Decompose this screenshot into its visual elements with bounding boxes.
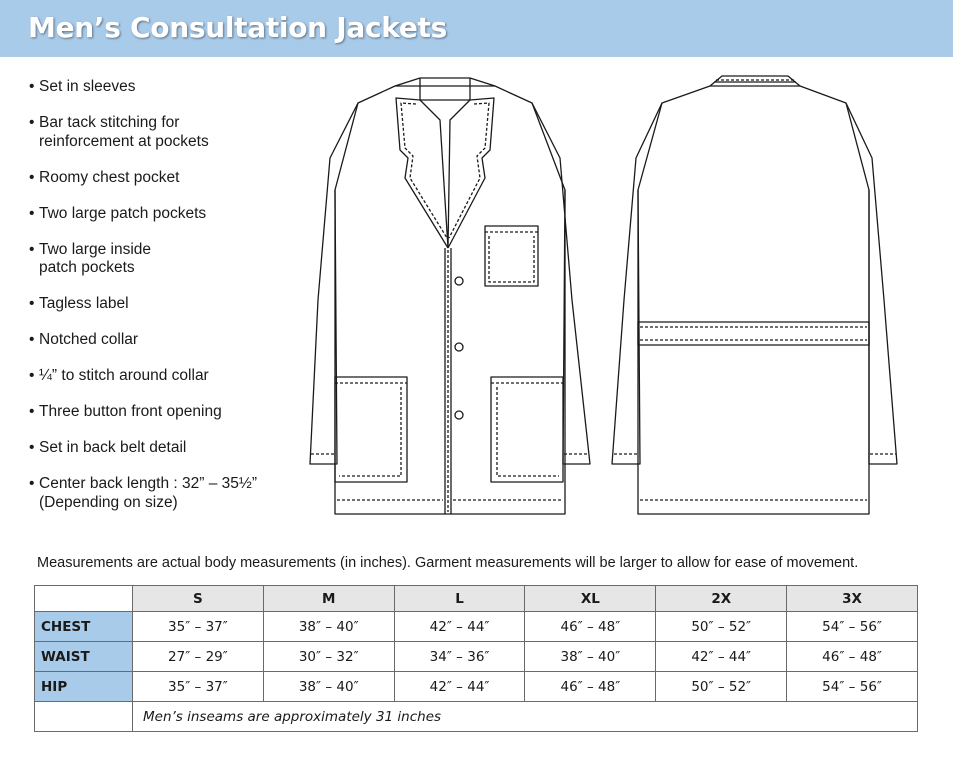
table-cell: 50″ – 52″ <box>656 612 787 642</box>
feature-item: • ¼” to stitch around collar <box>29 367 319 386</box>
table-cell: 38″ – 40″ <box>263 672 394 702</box>
chest-pocket <box>485 226 538 286</box>
jacket-back-illustration <box>612 76 897 514</box>
front-button <box>455 277 463 285</box>
table-cell: 54″ – 56″ <box>787 672 918 702</box>
table-cell: 42″ – 44″ <box>394 672 525 702</box>
feature-list <box>29 78 319 530</box>
table-cell: 46″ – 48″ <box>787 642 918 672</box>
back-body-outline <box>638 86 869 514</box>
table-cell: 42″ – 44″ <box>394 612 525 642</box>
front-collar <box>395 78 495 100</box>
table-cell: 50″ – 52″ <box>656 672 787 702</box>
size-header-row <box>35 586 918 612</box>
front-right-lapel-stitch <box>449 103 489 238</box>
table-cell: 30″ – 32″ <box>263 642 394 672</box>
back-belt <box>638 322 869 345</box>
table-row <box>35 612 918 642</box>
feature-item: • Bar tack stitching for reinforcement at pockets <box>29 114 319 151</box>
table-cell: 35″ – 37″ <box>133 672 264 702</box>
front-button <box>455 411 463 419</box>
table-cell: 38″ – 40″ <box>525 642 656 672</box>
row-header-hip: HIP <box>35 672 133 702</box>
table-cell: 46″ – 48″ <box>525 672 656 702</box>
row-header-chest: CHEST <box>35 612 133 642</box>
measurement-note: Measurements are actual body measurements (in inches). Garment measurements will be larger to allow for ease of movement. <box>37 555 859 571</box>
feature-item: • Set in back belt detail <box>29 439 319 458</box>
size-column-header: XL <box>525 586 656 612</box>
footnote-blank-cell <box>35 702 133 732</box>
front-button <box>455 343 463 351</box>
front-right-sleeve <box>532 103 590 464</box>
table-cell: 54″ – 56″ <box>787 612 918 642</box>
size-column-header: 3X <box>787 586 918 612</box>
table-cell: 38″ – 40″ <box>263 612 394 642</box>
back-right-sleeve <box>846 103 897 464</box>
table-cell: 27″ – 29″ <box>133 642 264 672</box>
size-column-header: M <box>263 586 394 612</box>
feature-item: • Center back length : 32” – 35½” (Depending on size) <box>29 475 319 512</box>
row-header-waist: WAIST <box>35 642 133 672</box>
inseam-footnote: Men’s inseams are approximately 31 inches <box>133 702 918 732</box>
feature-item: • Two large patch pockets <box>29 205 319 224</box>
table-cell: 42″ – 44″ <box>656 642 787 672</box>
table-row <box>35 642 918 672</box>
table-cell: 46″ – 48″ <box>525 612 656 642</box>
page-title: Men’s Consultation Jackets <box>28 11 447 44</box>
feature-item: • Notched collar <box>29 331 319 350</box>
back-collar <box>710 76 800 86</box>
feature-item: • Roomy chest pocket <box>29 169 319 188</box>
size-column-header: 2X <box>656 586 787 612</box>
feature-item: • Three button front opening <box>29 403 319 422</box>
back-left-sleeve <box>612 103 662 464</box>
table-cell: 34″ – 36″ <box>394 642 525 672</box>
size-chart-table <box>34 585 918 732</box>
front-left-sleeve <box>310 103 358 464</box>
right-patch-pocket <box>491 377 563 482</box>
size-column-header: L <box>394 586 525 612</box>
jacket-illustrations <box>300 66 940 526</box>
table-cell: 35″ – 37″ <box>133 612 264 642</box>
title-banner <box>0 0 953 57</box>
table-row <box>35 672 918 702</box>
feature-item: • Two large inside patch pockets <box>29 241 319 278</box>
feature-item: • Set in sleeves <box>29 78 319 97</box>
corner-cell <box>35 586 133 612</box>
left-patch-pocket <box>335 377 407 482</box>
feature-item: • Tagless label <box>29 295 319 314</box>
table-footnote-row <box>35 702 918 732</box>
jacket-front-illustration <box>310 78 590 514</box>
size-column-header: S <box>133 586 264 612</box>
